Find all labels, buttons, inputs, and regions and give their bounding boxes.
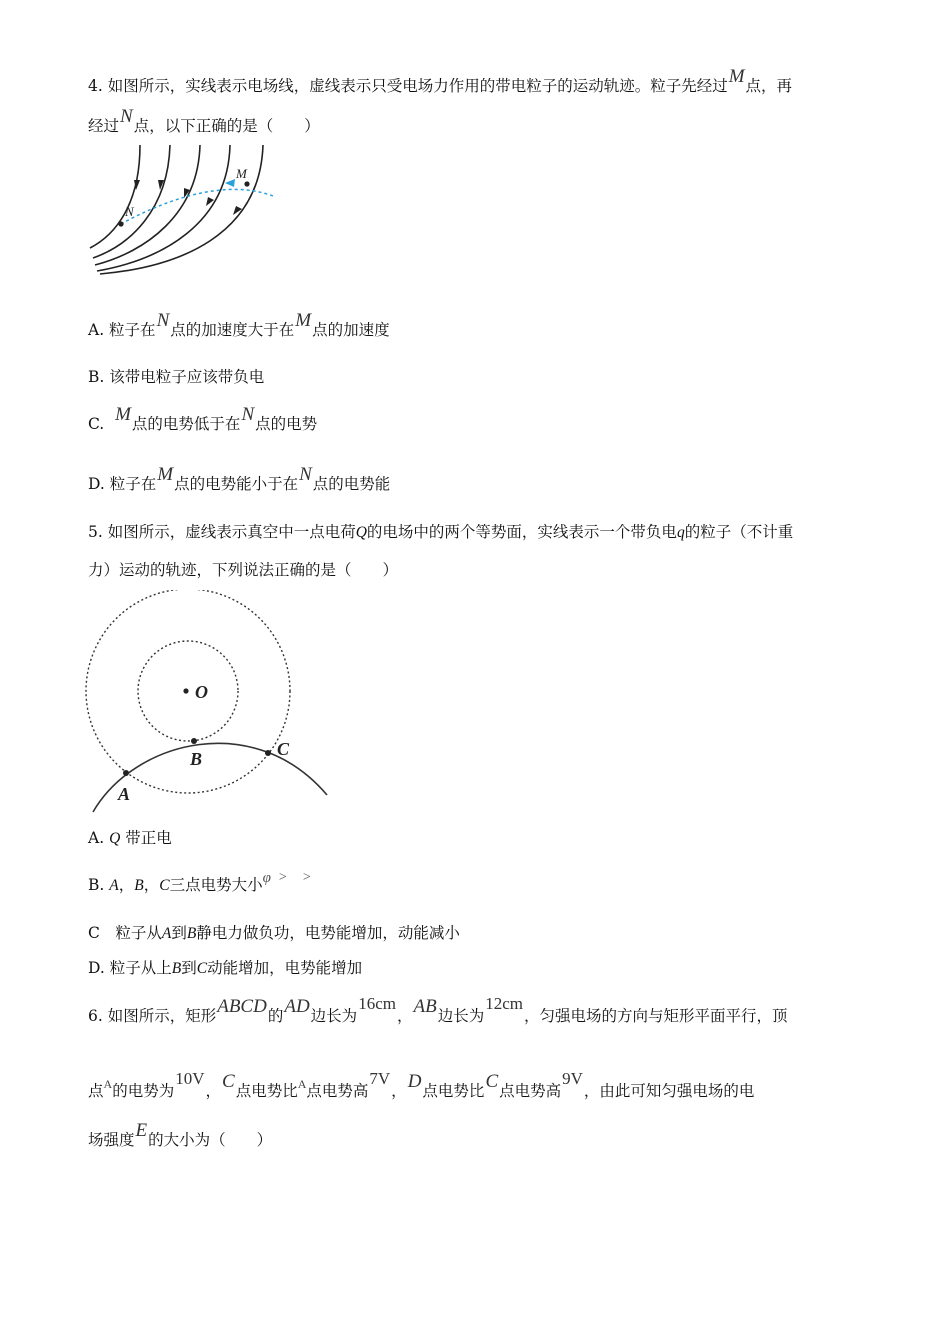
math-16cm: 16cm [358,994,396,1013]
math-7V: 7V [369,1069,391,1088]
q6-stem-text: 点电势高 [306,1082,369,1100]
option-text: 到 [181,959,197,977]
option-text: 到 [171,924,187,942]
q6-stem-line2 [88,1069,755,1102]
option-text: 静电力做负功，电势能增加，动能减小 [196,924,460,942]
math-phi: φ [262,870,271,886]
option-text: B. 该带电粒子应该带负电 [88,368,265,386]
option-text: D. 粒子在 [88,475,157,493]
q4-stem-text: 4. 如图所示，实线表示电场线，虚线表示只受电场力作用的带电粒子的运动轨迹。粒子先经过 [88,77,728,95]
label-O: O [195,682,208,702]
math-10V: 10V [175,1069,205,1088]
option-text: 点的电势低于在 [131,415,241,433]
math-N: N [156,310,170,331]
q4-stem-line2 [88,106,320,136]
q6-stem-line1 [88,994,788,1026]
q5-stem-text: 力）运动的轨迹，下列说法正确的是（ ） [88,561,399,579]
q5-option-b [88,870,319,897]
option-text: 三点电势大小 [169,876,263,894]
q6-stem-text: 点 [88,1082,104,1100]
math-E: E [135,1120,148,1141]
math-gt: > [278,870,287,885]
label-C: C [277,739,290,759]
trajectory-arrow [225,179,235,187]
q5-option-c [88,923,460,944]
math-12cm: 12cm [485,994,523,1013]
label-A: A [118,784,131,804]
option-text: A. [88,829,105,847]
math-M: M [728,66,745,87]
q6-stem-text: 的电势为 [112,1082,175,1100]
point-C [265,750,271,756]
q6-stem-text: 边长为 [310,1007,358,1025]
q4-option-b [88,367,264,387]
field-line [90,145,140,248]
math-N: N [241,404,255,425]
math-Q: Q [109,830,121,847]
math-A: A [109,877,119,894]
label-N: N [125,204,134,219]
math-B: B [171,960,182,977]
math-D: D [407,1071,422,1092]
option-text: 点的加速度 [312,321,390,339]
q6-stem-text: ，由此可知匀强电场的电 [583,1082,755,1100]
q5-equipotential-figure [85,590,335,815]
point-B [191,738,197,744]
separator: ， [205,1082,221,1100]
option-text: 点的电势能小于在 [174,475,299,493]
option-text: 动能增加，电势能增加 [207,959,363,977]
math-9V: 9V [562,1069,583,1088]
option-text: 点的电势能 [312,475,391,493]
math-B: B [186,925,197,942]
option-text: B. [88,876,105,894]
q6-stem-text: 的 [267,1007,284,1025]
field-line [93,145,170,258]
q6-stem-text: 6. 如图所示，矩形 [88,1007,217,1025]
option-text: 点的加速度大于在 [170,321,295,339]
q4-stem-text: 点，再 [745,77,793,95]
q6-stem-text: ，匀强电场的方向与矩形平面平行，顶 [524,1007,788,1025]
q5-stem-text: 5. 如图所示，虚线表示真空中一点电荷 [88,523,356,541]
q6-stem-text: 点电势比 [235,1082,298,1100]
math-M: M [115,404,131,425]
q4-stem-text: 经过 [88,117,120,135]
point-O [183,688,188,693]
math-q: q [676,524,685,541]
q5-option-a [88,828,172,849]
label-M: M [236,166,247,181]
math-C: C [485,1071,499,1092]
trajectory-dashed [121,189,273,224]
separator: ， [143,876,160,894]
separator: ， [391,1082,407,1100]
q5-stem-line2 [88,560,398,580]
q6-stem-text: 场强度 [88,1131,135,1149]
math-Q: Q [355,524,367,541]
math-C: C [159,877,170,894]
math-AD: AD [284,996,310,1017]
option-text: C 粒子从 [88,924,162,942]
math-AB: AB [413,996,437,1017]
q6-stem-text: 点电势比 [422,1082,485,1100]
point-M [244,181,249,186]
separator: ， [396,1007,413,1025]
q4-stem-line1 [88,66,793,96]
math-A: A [161,925,172,942]
q6-stem-text: 点电势高 [499,1082,562,1100]
field-line [97,145,230,271]
q5-option-d [88,958,362,979]
field-line [95,145,200,265]
math-A: A [297,1077,307,1091]
math-B: B [134,877,144,894]
option-text: D. 粒子从上 [88,959,172,977]
math-N: N [120,106,133,127]
q4-stem-text: 点，以下正确的是（ ） [133,117,320,135]
option-text: 点的电势 [255,415,318,433]
separator: ， [118,876,135,894]
q5-stem-line1 [88,522,793,543]
math-M: M [157,464,174,485]
q5-stem-text: 的电场中的两个等势面，实线表示一个带负电 [366,523,677,541]
q4-option-c [88,404,318,434]
math-ABCD: ABCD [217,996,267,1017]
q6-stem-line3 [88,1120,273,1150]
math-A: A [103,1077,113,1091]
point-A [123,770,129,776]
math-gt: > [302,870,311,885]
option-text: 带正电 [125,829,172,847]
math-M: M [295,310,312,331]
math-C: C [222,1071,235,1092]
point-N [118,221,123,226]
option-text: C. [88,415,105,433]
q6-stem-text: 边长为 [437,1007,485,1025]
q4-field-figure [85,140,285,275]
q4-option-d [88,464,391,494]
math-C: C [196,960,208,977]
math-N: N [299,464,312,485]
label-B: B [190,749,203,769]
option-text: A. 粒子在 [88,321,156,339]
q6-stem-text: 的大小为（ ） [148,1131,273,1149]
q4-option-a [88,310,390,340]
q5-stem-text: 的粒子（不计重 [684,523,794,541]
